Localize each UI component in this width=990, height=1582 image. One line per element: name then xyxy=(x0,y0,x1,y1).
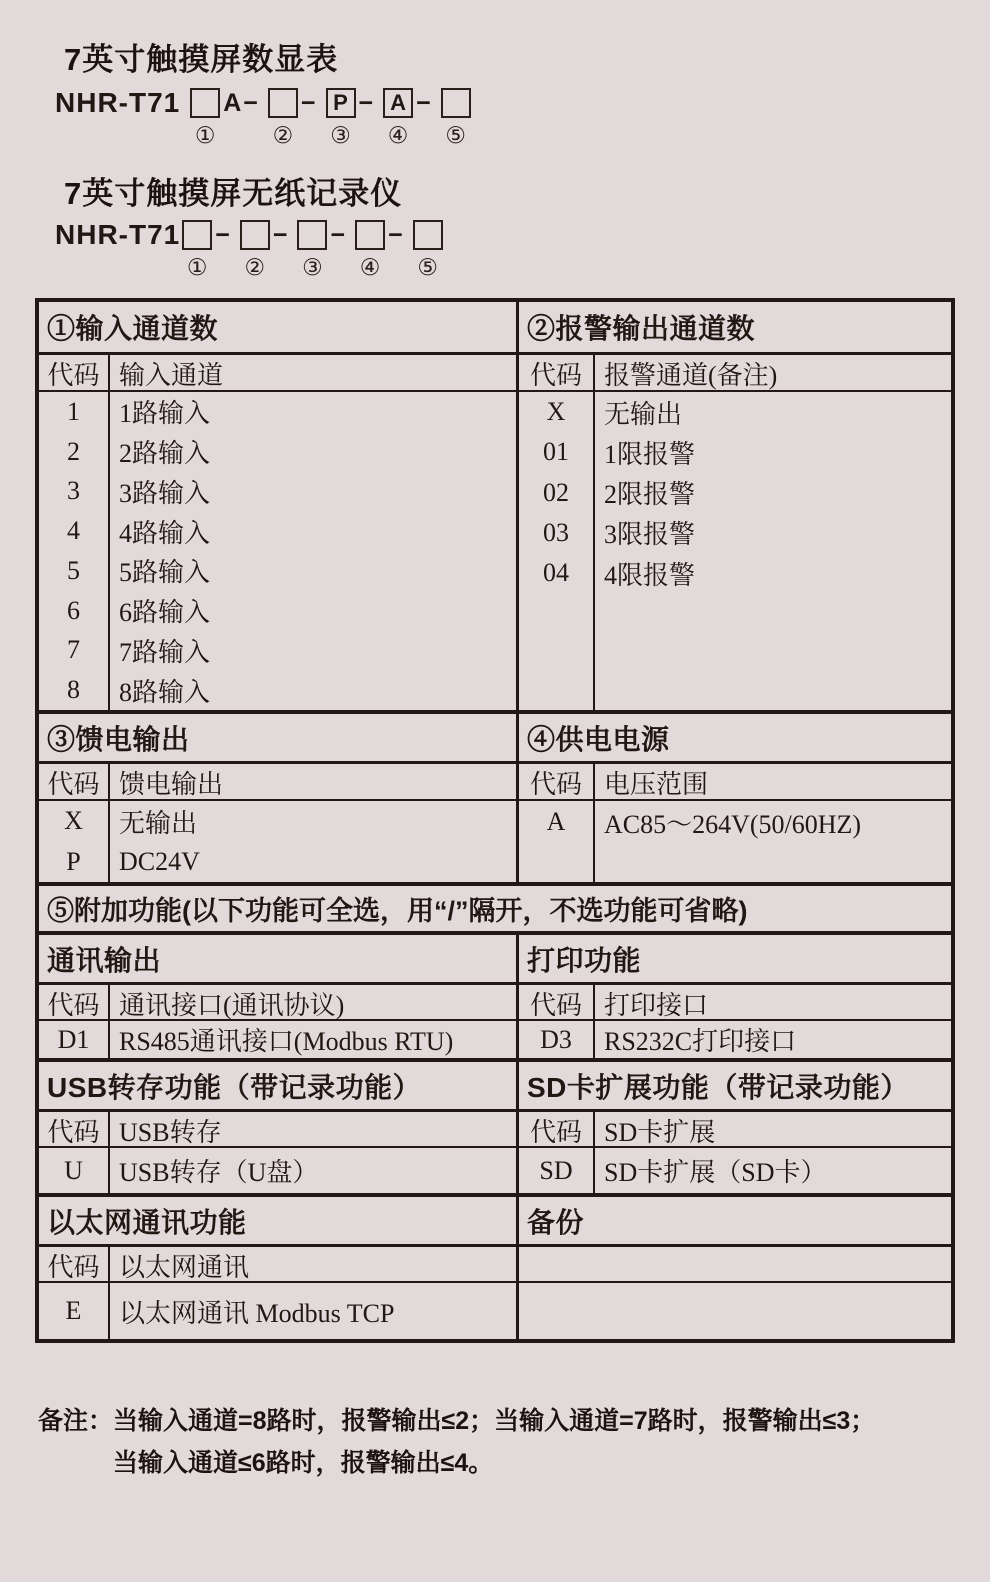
code-cell: U xyxy=(64,1155,83,1185)
model-box-2 xyxy=(240,220,270,250)
desc-cell: 6路输入 xyxy=(119,598,211,628)
desc-cell: AC85～264V(50/60HZ) xyxy=(604,809,862,839)
code-cell: 7 xyxy=(67,635,80,665)
desc-header: 馈电输出 xyxy=(119,770,224,799)
desc-header: 输入通道 xyxy=(119,361,224,390)
model-suffix-3: − xyxy=(358,89,376,117)
subheaders-usb-sd xyxy=(39,1112,951,1148)
segment-number-4: ④ xyxy=(359,255,381,281)
footnote-line-2: 当输入通道≤6路时，报警输出≤4。 xyxy=(113,1449,494,1477)
desc-header: 打印接口 xyxy=(604,990,709,1020)
model-box-5 xyxy=(413,220,443,250)
code-cell: X xyxy=(64,806,83,836)
product-title-paperless-recorder: 7英寸触摸屏无纸记录仪 xyxy=(64,176,403,211)
code-cell: 04 xyxy=(543,558,569,588)
model-box-3 xyxy=(297,220,327,250)
desc-cell: 2路输入 xyxy=(119,439,211,469)
code-cell: 1 xyxy=(67,396,80,426)
code-cell: 03 xyxy=(543,517,569,547)
desc-cell: 3路输入 xyxy=(119,478,211,508)
segment-number-4: ④ xyxy=(387,123,409,149)
title-backup: 备份 xyxy=(527,1206,585,1238)
segment-number-3: ③ xyxy=(330,123,351,149)
data-rows-3-4 xyxy=(39,801,951,886)
desc-header: 以太网通讯 xyxy=(119,1252,250,1282)
code-cell: D1 xyxy=(57,1024,90,1054)
titles-usb-sd xyxy=(39,1062,951,1112)
code-header: 代码 xyxy=(529,990,582,1020)
model-box-4: A xyxy=(383,88,413,118)
footnote xyxy=(38,1400,875,1484)
desc-header: 通讯接口(通讯协议) xyxy=(119,990,345,1020)
code-cell: 02 xyxy=(543,477,569,507)
title-ethernet-comm: 以太网通讯功能 xyxy=(39,1197,519,1244)
code-cell: 5 xyxy=(67,555,80,585)
code-cell: E xyxy=(65,1296,82,1325)
desc-header: 电压范围 xyxy=(604,770,709,799)
code-cell: 01 xyxy=(543,437,569,467)
segment-number-3: ③ xyxy=(302,255,323,281)
segment-number-1: ① xyxy=(186,255,208,281)
model-code-paperless-recorder xyxy=(55,218,443,280)
subheaders-comm-print xyxy=(39,985,951,1021)
segment-number-5: ⑤ xyxy=(417,255,438,281)
code-cell: A xyxy=(546,807,566,837)
data-rows-ethernet-backup xyxy=(39,1283,951,1339)
desc-header: 报警通道(备注) xyxy=(604,361,778,390)
model-suffix-2: − xyxy=(272,221,290,249)
titles-comm-print xyxy=(39,935,951,985)
desc-cell: 3限报警 xyxy=(604,520,696,550)
title-print-function: 打印功能 xyxy=(527,944,642,976)
code-header: 代码 xyxy=(47,361,100,390)
segment-number-1: ① xyxy=(194,123,216,149)
section-titles-1-2 xyxy=(39,302,951,355)
section-5-header-text: ⑤附加功能(以下功能可全选，用“/”隔开，不选功能可省略) xyxy=(47,896,748,926)
model-suffix-1: − xyxy=(215,221,232,249)
model-box-1 xyxy=(190,88,220,118)
code-header: 代码 xyxy=(529,1117,582,1147)
desc-cell: RS232C打印接口 xyxy=(604,1027,797,1056)
section-title-transmitter-supply: ③馈电输出 xyxy=(39,714,519,761)
model-segment-2 xyxy=(268,86,326,148)
subheaders-3-4 xyxy=(39,764,951,801)
code-header: 代码 xyxy=(529,770,582,799)
title-usb-transfer: USB转存功能（带记录功能） xyxy=(39,1062,519,1109)
desc-cell: 1路输入 xyxy=(119,399,211,429)
code-cell: 3 xyxy=(67,476,80,506)
desc-header: SD卡扩展 xyxy=(604,1117,716,1147)
model-segment-2 xyxy=(240,218,298,280)
model-suffix-4: − xyxy=(388,221,405,249)
desc-cell: 2限报警 xyxy=(604,480,696,510)
desc-cell: 无输出 xyxy=(604,399,683,429)
model-suffix-2: − xyxy=(300,89,318,117)
desc-cell: USB转存（U盘） xyxy=(119,1158,319,1187)
data-rows-usb-sd xyxy=(39,1148,951,1197)
code-header: 代码 xyxy=(47,990,100,1020)
section-title-power-supply: ④供电电源 xyxy=(527,723,670,755)
desc-cell: 7路输入 xyxy=(119,637,211,667)
model-segment-4 xyxy=(355,218,413,280)
section-title-input-channels: ①输入通道数 xyxy=(39,302,519,352)
code-cell: D3 xyxy=(540,1024,572,1054)
model-box-3: P xyxy=(326,88,356,118)
code-cell: SD xyxy=(539,1155,573,1185)
footnote-line-1: 当输入通道=8路时，报警输出≤2；当输入通道=7路时，报警输出≤3； xyxy=(113,1407,876,1435)
footnote-label: 备注： xyxy=(38,1407,114,1435)
desc-cell: 5路输入 xyxy=(119,558,211,588)
desc-header: USB转存 xyxy=(119,1117,222,1147)
section-title-additional-functions xyxy=(39,886,951,935)
backup-empty-cell xyxy=(519,1283,948,1339)
desc-cell: 8路输入 xyxy=(119,677,211,707)
title-comm-output: 通讯输出 xyxy=(39,935,519,982)
desc-cell: 无输出 xyxy=(119,808,198,838)
desc-cell: 1限报警 xyxy=(604,439,696,469)
desc-cell: 4路输入 xyxy=(119,518,211,548)
code-cell: X xyxy=(546,397,566,427)
model-suffix-1: A− xyxy=(223,89,260,117)
code-header: 代码 xyxy=(47,770,100,799)
model-prefix: NHR-T71 xyxy=(55,87,181,118)
model-box-1 xyxy=(182,220,212,250)
code-header: 代码 xyxy=(47,1252,100,1282)
titles-ethernet-backup xyxy=(39,1197,951,1247)
segment-number-2: ② xyxy=(244,255,266,281)
desc-cell: 以太网通讯 Modbus TCP xyxy=(119,1298,395,1328)
data-rows-1-2 xyxy=(39,392,951,714)
section-title-alarm-outputs: ②报警输出通道数 xyxy=(527,313,756,344)
model-box-2 xyxy=(268,88,298,118)
model-prefix: NHR-T71 xyxy=(55,219,181,250)
subheaders-ethernet-backup xyxy=(39,1247,951,1283)
model-segment-3 xyxy=(326,86,384,148)
ordering-spec-table xyxy=(35,298,955,1343)
product-title-digital-meter: 7英寸触摸屏数显表 xyxy=(64,42,339,77)
desc-cell: DC24V xyxy=(119,846,200,876)
desc-cell: RS485通讯接口(Modbus RTU) xyxy=(119,1027,454,1056)
model-segment-5 xyxy=(413,218,443,280)
model-suffix-4: − xyxy=(416,89,433,117)
subheaders-1-2 xyxy=(39,355,951,392)
title-sd-expansion: SD卡扩展功能（带记录功能） xyxy=(527,1071,909,1103)
code-cell: 4 xyxy=(67,516,80,546)
segment-number-5: ⑤ xyxy=(445,123,467,149)
segment-number-2: ② xyxy=(272,123,294,149)
backup-empty-cell xyxy=(519,1247,948,1281)
desc-cell: 4限报警 xyxy=(604,560,696,590)
model-suffix-3: − xyxy=(330,221,348,249)
model-segment-3 xyxy=(297,218,355,280)
model-box-4 xyxy=(355,220,385,250)
model-segment-4 xyxy=(383,86,441,148)
model-segment-1 xyxy=(190,86,268,148)
section-titles-3-4 xyxy=(39,714,951,764)
code-cell: 6 xyxy=(67,595,80,625)
desc-cell: SD卡扩展（SD卡） xyxy=(604,1158,827,1187)
code-cell: 8 xyxy=(67,675,80,705)
code-cell: 2 xyxy=(67,436,80,466)
model-code-digital-meter xyxy=(55,86,471,148)
data-rows-comm-print xyxy=(39,1021,951,1062)
code-header: 代码 xyxy=(529,361,582,390)
model-segment-5 xyxy=(441,86,471,148)
model-segment-1 xyxy=(182,218,240,280)
code-header: 代码 xyxy=(47,1117,100,1147)
model-box-5 xyxy=(441,88,471,118)
code-cell: P xyxy=(66,846,81,876)
